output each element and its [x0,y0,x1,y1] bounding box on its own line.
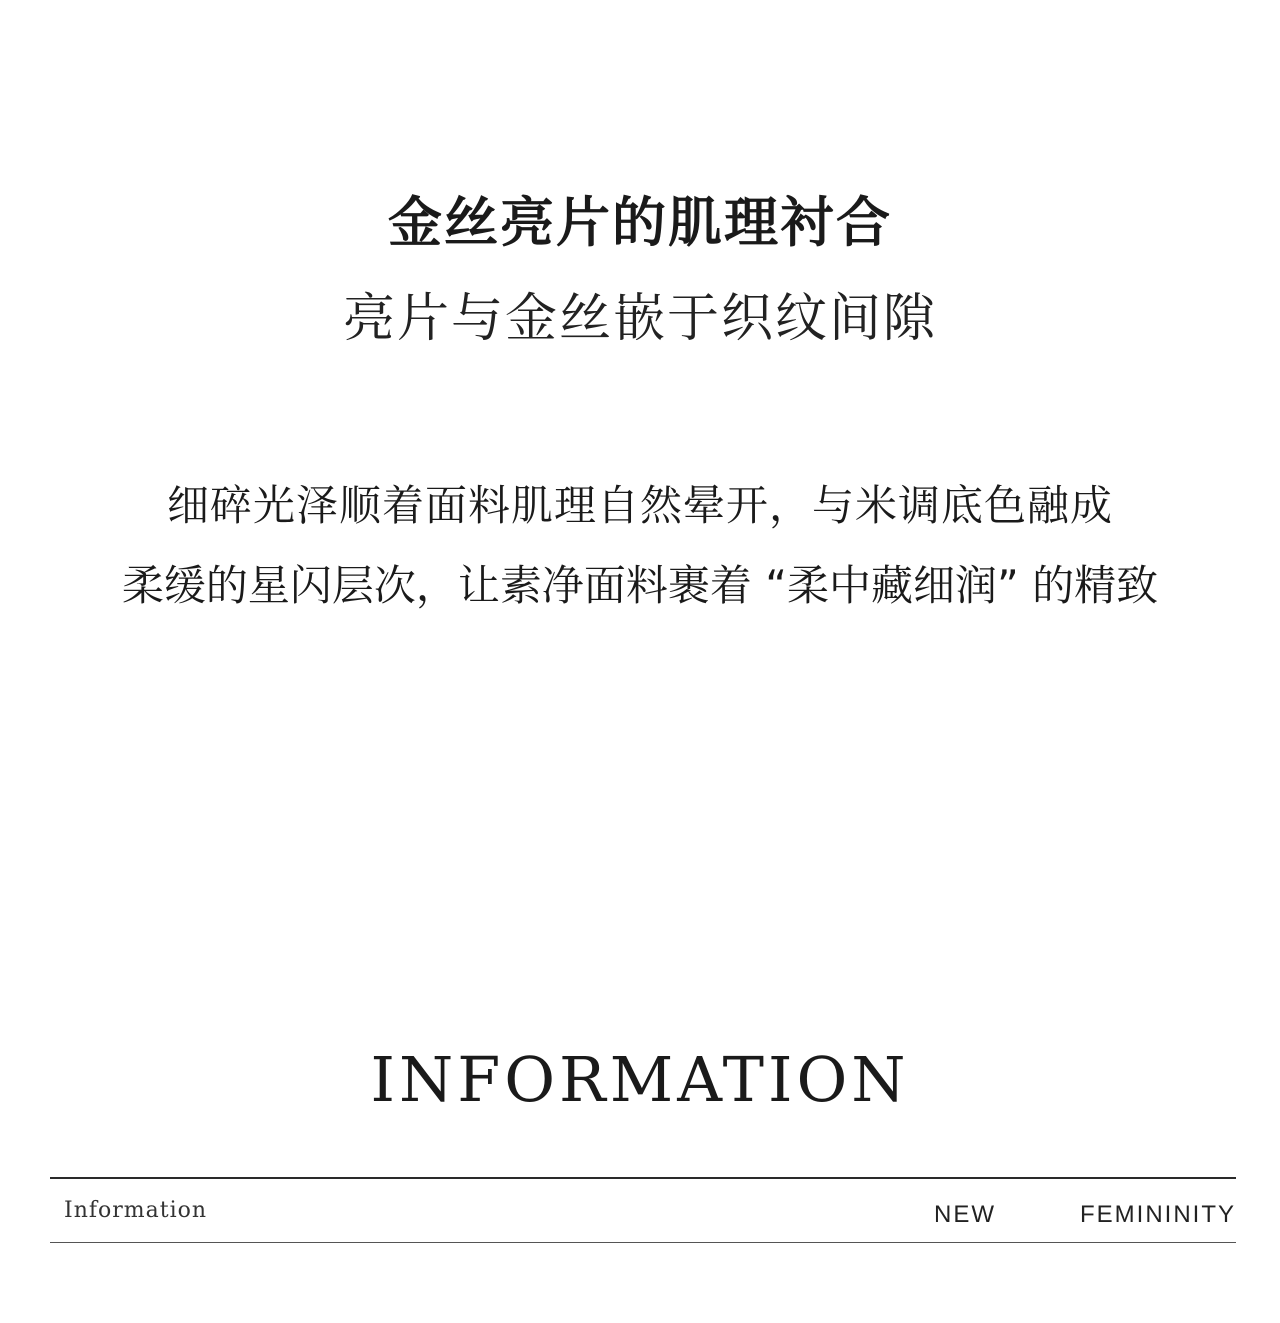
page-title: 金丝亮片的肌理衬合 [388,191,892,254]
description-line-2: 柔缓的星闪层次，让素净面料裹着 “柔中藏细润” 的精致 [121,561,1159,610]
description-line-1: 细碎光泽顺着面料肌理自然晕开，与米调底色融成 [166,481,1113,530]
divider-top [50,1177,1236,1179]
footer-information-label: Information [64,1198,208,1223]
divider-bottom [50,1242,1236,1243]
information-heading: INFORMATION [370,1043,910,1116]
footer-new-label: NEW [934,1201,996,1228]
footer-femininity-label: FEMININITY [1080,1201,1236,1228]
page-subtitle: 亮片与金丝嵌于织纹间隙 [342,289,937,349]
